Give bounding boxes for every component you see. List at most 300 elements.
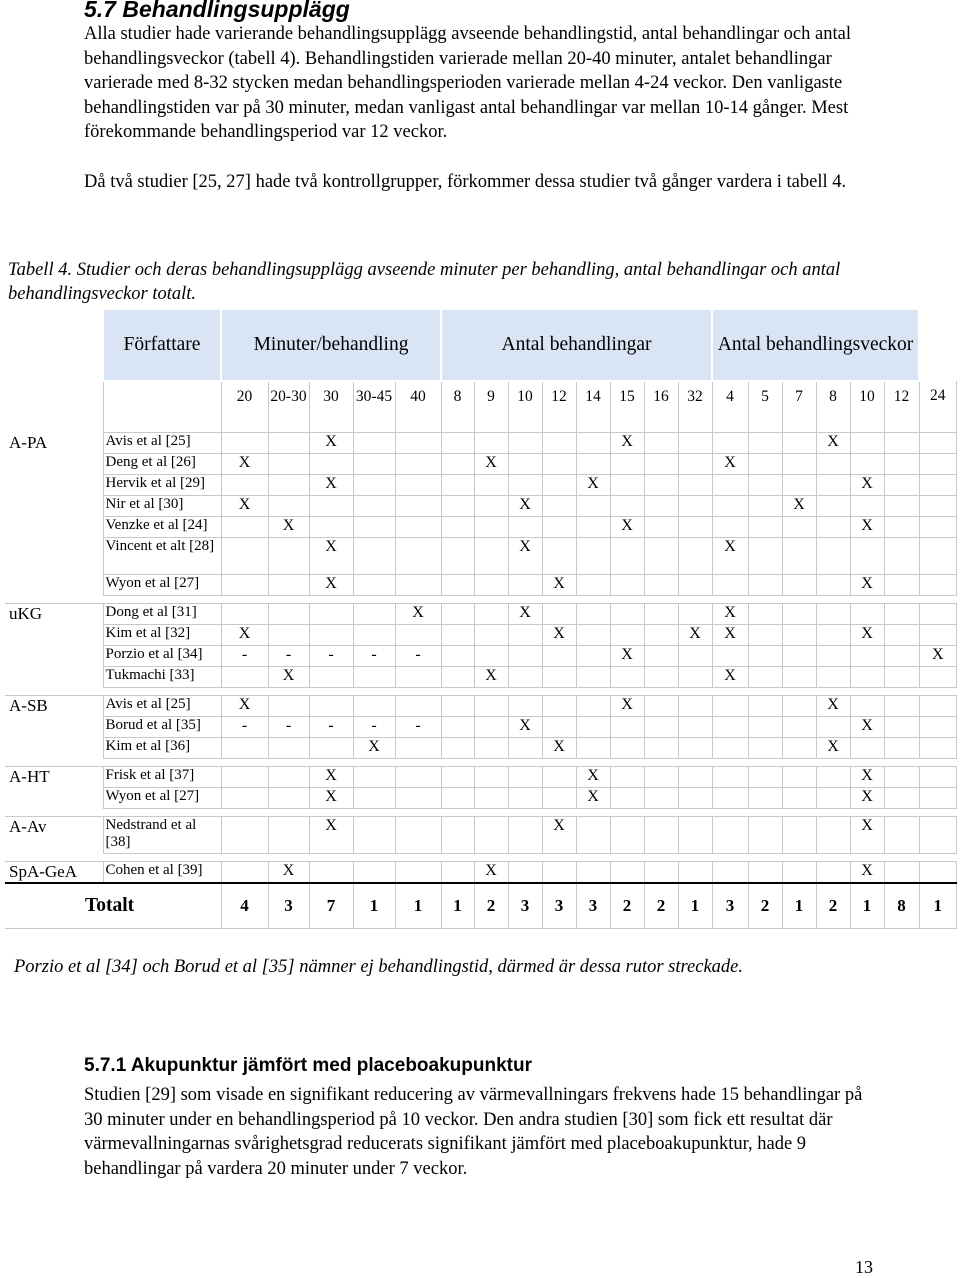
table-cell bbox=[542, 517, 576, 538]
table-cell bbox=[221, 517, 268, 538]
group-label bbox=[5, 575, 103, 596]
table-row bbox=[5, 667, 957, 688]
table-cell bbox=[576, 575, 610, 596]
table-cell bbox=[816, 717, 850, 738]
table-cell bbox=[884, 788, 919, 809]
table-cell bbox=[748, 646, 782, 667]
column-value: 10 bbox=[850, 381, 884, 433]
table-cell bbox=[850, 646, 884, 667]
author-cell: Venzke et al [24] bbox=[103, 517, 221, 538]
table-cell bbox=[782, 433, 816, 454]
column-value: 5 bbox=[748, 381, 782, 433]
table-cell bbox=[395, 575, 441, 596]
table-footnote: Porzio et al [34] och Borud et al [35] nämner ej behandlingstid, därmed är dessa rutor streckade. bbox=[14, 957, 743, 977]
table-cell bbox=[850, 538, 884, 575]
table-cell: X bbox=[850, 517, 884, 538]
column-value: 15 bbox=[610, 381, 644, 433]
table-cell bbox=[441, 696, 474, 717]
column-value: 24 bbox=[919, 381, 956, 433]
table-cell bbox=[644, 454, 678, 475]
table-cell bbox=[268, 625, 309, 646]
table-row bbox=[5, 604, 957, 625]
table-cell bbox=[884, 454, 919, 475]
table-cell bbox=[542, 767, 576, 788]
table-cell: X bbox=[576, 767, 610, 788]
table-cell bbox=[748, 433, 782, 454]
group-label: A-PA bbox=[9, 432, 48, 452]
table-cell bbox=[268, 475, 309, 496]
table-cell bbox=[748, 767, 782, 788]
author-cell: Wyon et al [27] bbox=[103, 575, 221, 596]
table-cell: X bbox=[309, 788, 353, 809]
table-cell bbox=[508, 738, 542, 759]
table-cell bbox=[268, 696, 309, 717]
table-cell bbox=[395, 625, 441, 646]
table-cell bbox=[268, 767, 309, 788]
table-cell bbox=[850, 604, 884, 625]
author-cell: Frisk et al [37] bbox=[103, 767, 221, 788]
table-cell: X bbox=[542, 738, 576, 759]
table-cell: X bbox=[712, 667, 748, 688]
total-value: 2 bbox=[610, 883, 644, 929]
table-cell bbox=[353, 538, 395, 575]
table-cell: X bbox=[309, 538, 353, 575]
table-cell bbox=[221, 788, 268, 809]
table-cell bbox=[474, 817, 508, 854]
table-cell bbox=[644, 788, 678, 809]
table-cell bbox=[816, 496, 850, 517]
table-row bbox=[5, 862, 957, 884]
total-value: 1 bbox=[678, 883, 712, 929]
table-cell bbox=[353, 475, 395, 496]
column-value: 8 bbox=[441, 381, 474, 433]
table-cell: X bbox=[395, 604, 441, 625]
table-cell bbox=[474, 575, 508, 596]
table-cell bbox=[678, 433, 712, 454]
column-value: 20-30 bbox=[268, 381, 309, 433]
table-cell bbox=[850, 667, 884, 688]
table-cell bbox=[850, 496, 884, 517]
table-cell: - bbox=[353, 717, 395, 738]
table-cell bbox=[678, 767, 712, 788]
table-cell bbox=[610, 475, 644, 496]
header-weeks: Antal behandlingsveckor bbox=[712, 309, 919, 381]
table-cell bbox=[576, 717, 610, 738]
table-cell bbox=[919, 667, 956, 688]
table-cell: X bbox=[221, 454, 268, 475]
table-cell bbox=[610, 862, 644, 884]
table-cell bbox=[782, 738, 816, 759]
table-cell: X bbox=[919, 646, 956, 667]
table-cell bbox=[576, 696, 610, 717]
table-cell bbox=[542, 667, 576, 688]
table-cell: X bbox=[542, 575, 576, 596]
table-cell bbox=[782, 538, 816, 575]
table-cell bbox=[712, 433, 748, 454]
table-cell bbox=[395, 738, 441, 759]
table-cell bbox=[782, 575, 816, 596]
group-separator bbox=[5, 596, 957, 604]
table-cell bbox=[395, 496, 441, 517]
table-cell bbox=[816, 646, 850, 667]
table-cell: X bbox=[850, 475, 884, 496]
table-cell bbox=[474, 496, 508, 517]
table-cell bbox=[644, 538, 678, 575]
table-cell: X bbox=[850, 625, 884, 646]
table-cell bbox=[678, 496, 712, 517]
table-cell bbox=[395, 862, 441, 884]
column-values-row bbox=[5, 381, 957, 433]
table-cell bbox=[221, 475, 268, 496]
table-cell bbox=[441, 475, 474, 496]
author-cell: Tukmachi [33] bbox=[103, 667, 221, 688]
table-cell bbox=[542, 604, 576, 625]
table-cell bbox=[221, 667, 268, 688]
table-cell bbox=[678, 604, 712, 625]
group-separator bbox=[5, 809, 957, 817]
table-row bbox=[5, 646, 957, 667]
table-cell: X bbox=[816, 738, 850, 759]
table-cell bbox=[474, 604, 508, 625]
table-cell bbox=[678, 454, 712, 475]
column-value: 9 bbox=[474, 381, 508, 433]
table-cell bbox=[221, 575, 268, 596]
table-cell bbox=[309, 496, 353, 517]
table-cell bbox=[268, 817, 309, 854]
table-row bbox=[5, 696, 957, 717]
author-cell: Kim et al [32] bbox=[103, 625, 221, 646]
table-cell bbox=[884, 496, 919, 517]
table-cell bbox=[782, 604, 816, 625]
table-cell bbox=[919, 788, 956, 809]
table-cell bbox=[748, 667, 782, 688]
table-cell bbox=[353, 788, 395, 809]
subsection-heading: 5.7.1 Akupunktur jämfört med placeboakupunktur bbox=[84, 1055, 532, 1076]
author-cell: Avis et al [25] bbox=[103, 696, 221, 717]
table-cell: - bbox=[268, 646, 309, 667]
total-value: 2 bbox=[474, 883, 508, 929]
table-cell: X bbox=[712, 625, 748, 646]
author-cell: Kim et al [36] bbox=[103, 738, 221, 759]
table-cell bbox=[576, 817, 610, 854]
table-cell bbox=[508, 667, 542, 688]
table-cell bbox=[712, 646, 748, 667]
table-cell: X bbox=[508, 717, 542, 738]
table-cell bbox=[644, 767, 678, 788]
table-cell bbox=[644, 517, 678, 538]
table-cell bbox=[610, 767, 644, 788]
table-cell: X bbox=[610, 646, 644, 667]
table-cell bbox=[919, 625, 956, 646]
table-cell bbox=[816, 575, 850, 596]
table-cell bbox=[221, 433, 268, 454]
table-cell bbox=[309, 625, 353, 646]
table-cell bbox=[919, 454, 956, 475]
table-cell bbox=[508, 475, 542, 496]
table-cell bbox=[782, 788, 816, 809]
table-cell bbox=[610, 717, 644, 738]
table-cell bbox=[816, 667, 850, 688]
table-cell bbox=[542, 788, 576, 809]
table-cell bbox=[610, 496, 644, 517]
table-cell: X bbox=[508, 604, 542, 625]
table-cell: - bbox=[353, 646, 395, 667]
table-cell bbox=[441, 454, 474, 475]
table-cell bbox=[644, 738, 678, 759]
table-cell bbox=[441, 738, 474, 759]
table-cell bbox=[576, 862, 610, 884]
table-cell bbox=[610, 738, 644, 759]
table-row bbox=[5, 454, 957, 475]
table-cell bbox=[576, 625, 610, 646]
table-cell: X bbox=[610, 433, 644, 454]
table-cell bbox=[576, 538, 610, 575]
header-treatments: Antal behandlingar bbox=[441, 309, 712, 381]
table-cell bbox=[884, 517, 919, 538]
table-cell bbox=[919, 767, 956, 788]
table-cell bbox=[919, 862, 956, 884]
group-label: A-SB bbox=[9, 696, 48, 715]
table-cell: X bbox=[610, 696, 644, 717]
group-label: SpA-GeA bbox=[9, 862, 77, 881]
table-cell bbox=[884, 625, 919, 646]
table-cell bbox=[678, 817, 712, 854]
table-cell bbox=[309, 604, 353, 625]
table-cell bbox=[353, 696, 395, 717]
table-cell: X bbox=[850, 817, 884, 854]
author-cell: Cohen et al [39] bbox=[103, 862, 221, 884]
column-value: 30 bbox=[309, 381, 353, 433]
table-row bbox=[5, 738, 957, 759]
table-cell bbox=[610, 538, 644, 575]
table-cell bbox=[309, 517, 353, 538]
table-cell bbox=[508, 517, 542, 538]
table-cell bbox=[748, 454, 782, 475]
table-cell bbox=[395, 817, 441, 854]
group-label bbox=[5, 717, 103, 738]
table-cell bbox=[508, 575, 542, 596]
table-cell bbox=[441, 817, 474, 854]
table-cell: X bbox=[782, 496, 816, 517]
column-value: 4 bbox=[712, 381, 748, 433]
table-cell bbox=[884, 433, 919, 454]
table-cell bbox=[268, 538, 309, 575]
table-cell bbox=[542, 454, 576, 475]
table-cell bbox=[508, 767, 542, 788]
table-cell bbox=[610, 604, 644, 625]
table-cell bbox=[221, 767, 268, 788]
table-cell bbox=[395, 517, 441, 538]
table-cell: - bbox=[395, 717, 441, 738]
group-separator bbox=[5, 759, 957, 767]
table-cell bbox=[542, 696, 576, 717]
table-cell bbox=[644, 717, 678, 738]
table-cell: - bbox=[221, 646, 268, 667]
total-value: 1 bbox=[782, 883, 816, 929]
table-cell bbox=[395, 475, 441, 496]
table-cell: X bbox=[712, 454, 748, 475]
table-cell: X bbox=[309, 575, 353, 596]
table-cell bbox=[395, 696, 441, 717]
table-cell bbox=[884, 862, 919, 884]
table-cell bbox=[884, 667, 919, 688]
table-cell bbox=[712, 738, 748, 759]
table-row bbox=[5, 538, 957, 575]
table-cell bbox=[748, 738, 782, 759]
table-cell bbox=[221, 738, 268, 759]
group-label bbox=[5, 646, 103, 667]
total-label: Totalt bbox=[5, 883, 221, 929]
table-cell bbox=[610, 817, 644, 854]
table-cell bbox=[644, 667, 678, 688]
table-cell bbox=[395, 454, 441, 475]
table-cell bbox=[678, 538, 712, 575]
table-cell bbox=[474, 788, 508, 809]
total-row bbox=[5, 883, 957, 929]
author-cell: Nir et al [30] bbox=[103, 496, 221, 517]
group-label bbox=[5, 496, 103, 517]
table-cell bbox=[268, 496, 309, 517]
table-cell bbox=[850, 433, 884, 454]
table-cell: X bbox=[542, 625, 576, 646]
column-value: 12 bbox=[542, 381, 576, 433]
column-value: 16 bbox=[644, 381, 678, 433]
table-cell bbox=[816, 475, 850, 496]
table-cell bbox=[508, 625, 542, 646]
table-row bbox=[5, 717, 957, 738]
group-label: A-HT bbox=[9, 767, 50, 786]
table-cell bbox=[850, 454, 884, 475]
table-cell bbox=[441, 496, 474, 517]
table-cell bbox=[508, 696, 542, 717]
table-cell bbox=[474, 738, 508, 759]
table-cell: X bbox=[850, 767, 884, 788]
table-cell: X bbox=[474, 667, 508, 688]
table-cell bbox=[441, 767, 474, 788]
table-cell bbox=[782, 625, 816, 646]
table-cell bbox=[644, 604, 678, 625]
author-cell: Avis et al [25] bbox=[103, 433, 221, 454]
total-value: 1 bbox=[919, 883, 956, 929]
table-cell bbox=[644, 862, 678, 884]
table-cell: X bbox=[268, 862, 309, 884]
total-value: 2 bbox=[748, 883, 782, 929]
table-cell bbox=[748, 475, 782, 496]
table-caption: Tabell 4. Studier och deras behandlingsupplägg avseende minuter per behandling, antal behandlingar och antal behandlingsveckor totalt. bbox=[8, 260, 841, 304]
table-cell bbox=[748, 717, 782, 738]
author-cell: Vincent et alt [28] bbox=[103, 538, 221, 575]
table-cell bbox=[441, 538, 474, 575]
table-cell bbox=[395, 767, 441, 788]
table-cell: - bbox=[268, 717, 309, 738]
table-cell bbox=[508, 862, 542, 884]
total-value: 2 bbox=[816, 883, 850, 929]
table-cell: X bbox=[309, 767, 353, 788]
table-cell bbox=[678, 717, 712, 738]
table-cell bbox=[782, 667, 816, 688]
table-cell: X bbox=[221, 625, 268, 646]
table-cell bbox=[816, 625, 850, 646]
table-cell: X bbox=[508, 538, 542, 575]
total-value: 3 bbox=[268, 883, 309, 929]
table-row bbox=[5, 625, 957, 646]
table-cell bbox=[474, 717, 508, 738]
table-cell bbox=[884, 646, 919, 667]
table-cell: X bbox=[576, 788, 610, 809]
table-cell bbox=[508, 454, 542, 475]
table-cell: X bbox=[309, 475, 353, 496]
table-cell bbox=[610, 788, 644, 809]
table-cell bbox=[221, 538, 268, 575]
paragraph-intro: Alla studier hade varierande behandlingsupplägg avseende behandlingstid, antal behandlingar och antal behandlingsveckor (tabell 4). Behandlingstiden varierade mellan 20-40 minuter, antalet behandlingar varierade med 8-32 stycken medan behandlingsperioden varierade mellan 4-24 veckor. Den vanligaste behandlingstiden var på 30 minuter, medan vanligast antal behandlingar var mellan 10-14 gånger. Mest förekommande behandlingsperiod var 12 veckor. bbox=[84, 24, 851, 142]
table-cell: X bbox=[850, 788, 884, 809]
table-cell bbox=[644, 575, 678, 596]
table-cell bbox=[678, 517, 712, 538]
paragraph-placebo: Studien [29] som visade en signifikant reducering av värmevallningars frekvens hade 15 behandlingar på 30 minuter under en behandlingsperiod på 10 veckor. Den andra studien [30] som fick ett resultat där värmevallningarnas svårighetsgrad reducerats signifikant jämfört med placeboakupunktur, hade 9 behandlingar på vardera 20 minuter under 7 veckor. bbox=[84, 1085, 863, 1179]
total-value: 2 bbox=[644, 883, 678, 929]
table-cell: X bbox=[268, 667, 309, 688]
table-cell bbox=[644, 433, 678, 454]
table-row bbox=[5, 817, 957, 854]
table-cell bbox=[644, 696, 678, 717]
group-label bbox=[5, 667, 103, 688]
table-cell: X bbox=[309, 817, 353, 854]
table-cell bbox=[644, 625, 678, 646]
group-label bbox=[5, 625, 103, 646]
table-cell bbox=[919, 496, 956, 517]
total-value: 1 bbox=[353, 883, 395, 929]
table-cell bbox=[712, 575, 748, 596]
table-cell bbox=[678, 667, 712, 688]
table-cell bbox=[395, 667, 441, 688]
header-author: Författare bbox=[103, 309, 221, 381]
column-value: 30-45 bbox=[353, 381, 395, 433]
table-cell: X bbox=[712, 538, 748, 575]
table-cell bbox=[850, 696, 884, 717]
table-cell bbox=[508, 817, 542, 854]
table-cell bbox=[353, 817, 395, 854]
table-cell bbox=[353, 433, 395, 454]
table-cell bbox=[816, 454, 850, 475]
table-cell bbox=[268, 738, 309, 759]
table-cell bbox=[309, 454, 353, 475]
table-cell bbox=[712, 817, 748, 854]
table-cell bbox=[353, 862, 395, 884]
column-value: 14 bbox=[576, 381, 610, 433]
table-cell bbox=[395, 433, 441, 454]
table-cell bbox=[441, 667, 474, 688]
table-cell bbox=[748, 788, 782, 809]
table-cell bbox=[919, 717, 956, 738]
table-cell: X bbox=[474, 454, 508, 475]
table-cell bbox=[748, 575, 782, 596]
table-cell bbox=[610, 625, 644, 646]
group-separator bbox=[5, 854, 957, 862]
table-cell bbox=[712, 496, 748, 517]
table-cell bbox=[353, 454, 395, 475]
table-cell bbox=[474, 696, 508, 717]
table-cell bbox=[816, 817, 850, 854]
author-cell: Dong et al [31] bbox=[103, 604, 221, 625]
table-cell bbox=[748, 862, 782, 884]
table-cell bbox=[884, 575, 919, 596]
table-cell bbox=[353, 625, 395, 646]
group-label bbox=[5, 788, 103, 809]
table-cell bbox=[919, 433, 956, 454]
table-cell bbox=[576, 667, 610, 688]
table-cell bbox=[221, 817, 268, 854]
table-cell bbox=[884, 738, 919, 759]
